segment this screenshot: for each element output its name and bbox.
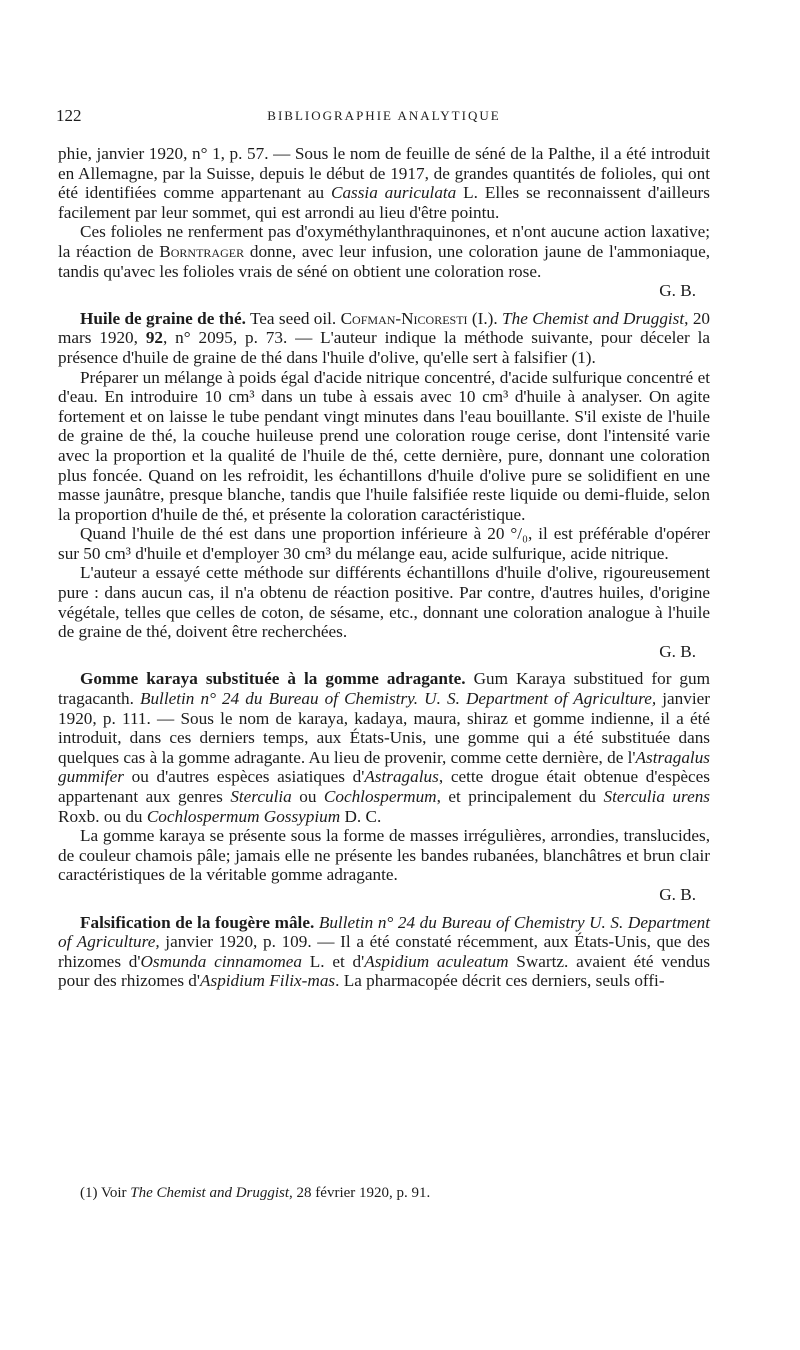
volume-number: 92 <box>145 328 163 348</box>
paragraph-proportion: Quand l'huile de thé est dans une proportion inférieure à 20 °/₀, il est préférable d'opérer sur 50 cm³ d'huile et d'employer 30 cm³ du mélange eau, acide sulfurique, acide nitrique. <box>58 524 710 563</box>
paragraph-method: Préparer un mélange à poids égal d'acide nitrique concentré, d'acide sulfurique concentré et d'eau. En introduire 10 cm³ dans un tube à essais avec 10 cm³ d'huile à analyser. On agite fortement et on laisse le tube pendant vingt minutes dans l'eau bouillante. S'il existe de l'huile de graine de thé, la couche huileuse prend une coloration rouge cerise, dont l'intensité varie avec la proportion et la qualité de l'huile de thé, cette dernière, pure, donnant une coloration plus foncée. Quand on les refroidit, les échantillons d'huile d'olive pure se solidifient en une masse jaunâtre, presque blanche, tandis que l'huile falsifiée reste liquide ou demi-fluide, selon la proportion d'huile de thé, et présente la coloration caractéristique. <box>58 367 710 524</box>
journal-title: The Chemist and Druggist <box>502 308 685 328</box>
running-header <box>56 106 712 128</box>
signature: G. B. <box>659 884 696 904</box>
paragraph-results: L'auteur a essayé cette méthode sur différents échantillons d'huile d'olive, rigoureusement pure : dans aucun cas, il n'a obtenu de réaction positive. Par contre, d'autres huiles, d'origine végétale, telles que celles de coton, de sésame, etc., donnant une coloration analogue à l'huile de graine de thé, doivent être recherchées. <box>58 563 710 642</box>
running-title: BIBLIOGRAPHIE ANALYTIQUE <box>267 108 501 123</box>
author-name: Cofman-Nicoresti <box>340 308 468 328</box>
paragraph-karaya-description: La gomme karaya se présente sous la forme de masses irrégulières, arrondies, translucides, de couleur chamois pâle; jamais elle ne présente les bandes rubanées, blanchâtres et brun clair caractéristiques de la véritable gomme adragante. <box>58 826 710 885</box>
signature: G. B. <box>659 281 696 301</box>
author-name: Borntrager <box>159 241 245 261</box>
section-huile-the: Huile de graine de thé. Tea seed oil. Cofman-Nicoresti (I.). The Chemist and Druggist, 20 mars 1920, 92, n° 2095, p. 73. — L'auteur indique la méthode suivante, pour déceler la présence d'huile de graine de thé dans l'huile d'olive, qu'elle sert à falsifier (1). <box>58 308 711 367</box>
species-name: Cassia auriculata <box>330 183 457 203</box>
section-heading: Huile de graine de thé. <box>80 308 246 328</box>
footnote: (1) Voir The Chemist and Druggist, 28 février 1920, p. 91. <box>80 1185 431 1201</box>
paragraph-palthe-reaction: Ces folioles ne renferment pas d'oxyméthylanthraquinones, et n'ont aucune action laxative; la réaction de Borntrager donne, avec leur infusion, une coloration jaune de l'ammoniaque, tandis qu'avec les folioles vrais de séné on obtient une coloration rose. <box>58 222 710 281</box>
article-body <box>58 144 710 991</box>
section-fougere-male: Falsification de la fougère mâle. Bulletin n° 24 du Bureau of Chemistry U. S. Department of Agriculture, janvier 1920, p. 109. — Il a été constaté récemment, aux États-Unis, que des rhizomes d'Osmunda cinnamomea L. et d'Aspidium aculeatum Swartz. avaient été vendus pour des rhizomes d'Aspidium Filix-mas. La pharmacopée décrit ces derniers, seuls offi- <box>58 912 711 991</box>
section-heading: Falsification de la fougère mâle. <box>80 912 315 932</box>
section-gomme-karaya: Gomme karaya substituée à la gomme adragante. Gum Karaya substitued for gum tragacanth. Bulletin n° 24 du Bureau of Chemistry. U. S. Department of Agriculture, janvier 1920, p. 111. — Sous le nom de karaya, kadaya, maura, shiraz et gomme indienne, il a été introduit, dans ces derniers temps, aux États-Unis, une gomme qui a été substituée dans quelques cas à la gomme adragante. Au lieu de provenir, comme cette dernière, de l'Astragalus gummifer ou d'autres espèces asiatiques d'Astragalus, cette drogue était obtenue d'espèces appartenant aux genres Sterculia ou Cochlospermum, et principalement du Sterculia urens Roxb. ou du Cochlospermum Gossypium D. C. <box>58 669 710 826</box>
section-heading: Gomme karaya substituée à la gomme adragante. <box>80 669 466 689</box>
paragraph-palthe-intro: phie, janvier 1920, n° 1, p. 57. — Sous le nom de feuille de séné de la Palthe, il a été introduit en Allemagne, par la Suisse, depuis le début de 1917, de grandes quantités de folioles, qui ont été identifiées comme appartenant au Cassia auriculata L. Elles se reconnaissent d'ailleurs facilement par leur sommet, qui est arrondi au lieu d'être pointu. <box>58 144 710 222</box>
page-number: 122 <box>56 106 82 125</box>
journal-title: The Chemist and Druggist <box>130 1185 290 1201</box>
signature: G. B. <box>659 641 696 661</box>
